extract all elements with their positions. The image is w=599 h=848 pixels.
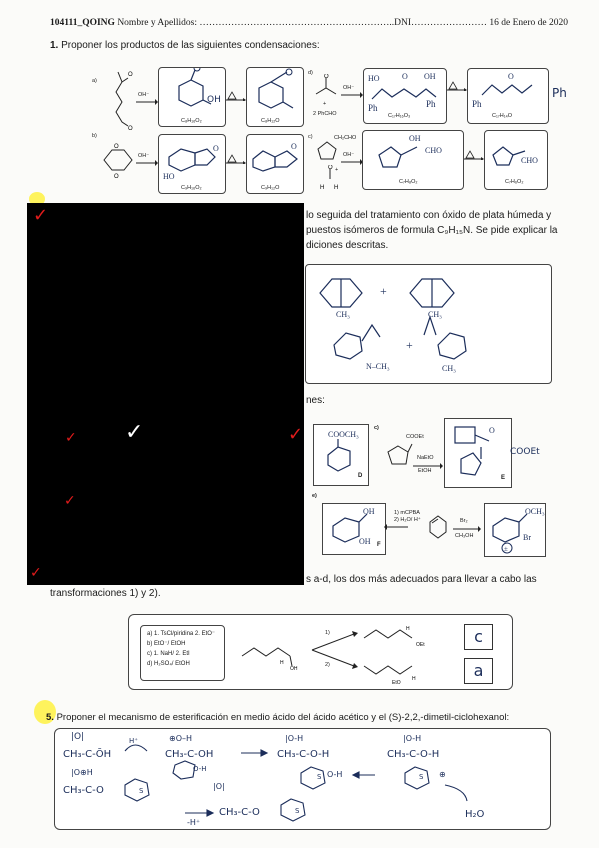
product-box-a1: [158, 67, 226, 127]
svg-text:CH₃: CH₃: [442, 364, 456, 373]
q2-line2: puestos isómeros de formula C₉H₁₅N. Se pide explicar la: [306, 225, 558, 236]
redaction-block: [27, 203, 304, 585]
q2-line3: diciones descritas.: [306, 240, 389, 251]
oh-reagent-d: OH⁻: [343, 85, 355, 91]
formaldehyde-structure: [320, 165, 340, 193]
label-E: E: [501, 475, 506, 481]
svg-text:H⁺: H⁺: [129, 737, 138, 745]
q2-line1: lo seguida del tratamiento con óxido de plata húmeda y: [306, 210, 552, 221]
alcohol-oh: OH: [290, 666, 298, 672]
product-ether-2: [360, 656, 440, 686]
svg-text:O-H: O-H: [193, 765, 207, 773]
svg-text:CH₃-C-O-H: CH₃-C-O-H: [277, 749, 330, 760]
label-F: F: [377, 542, 381, 548]
question-1-text: Proponer los productos de las siguientes condensaciones:: [61, 40, 320, 51]
handwritten-och3: OCH₃: [525, 507, 545, 516]
svg-text:O: O: [128, 72, 133, 78]
product-box-F: [322, 503, 386, 555]
handwritten-bromoether: [485, 504, 545, 556]
svg-text:OH: OH: [359, 537, 371, 546]
red-check-5: ✓: [30, 565, 42, 581]
question-5-text: Proponer el mecanismo de esterificación en medio ácido del ácido acético y el (S)-2,2,-dimetil-ciclohexanol:: [56, 712, 510, 723]
arrow-q3e: [453, 526, 481, 532]
product1-h: H: [406, 626, 410, 632]
svg-text:O: O: [324, 74, 329, 80]
product-box-b1: [158, 134, 226, 194]
svg-text:|O|: |O|: [213, 782, 225, 791]
label-e-q3: e): [312, 493, 317, 499]
svg-text:|O-H: |O-H: [285, 734, 304, 743]
red-check-3: ✓: [288, 424, 304, 445]
handwritten-cho-c1: CHO: [425, 146, 442, 155]
arrow-c1: [341, 159, 363, 165]
svg-text:±: ±: [504, 545, 508, 553]
handwritten-product-F: [323, 504, 385, 554]
cooet-reagent: COOEt: [406, 434, 424, 440]
product-box-b2: [246, 134, 304, 194]
svg-text:CH₃-C-O-H: CH₃-C-O-H: [387, 749, 440, 760]
question-5-number: 5.: [46, 712, 54, 723]
red-check-4: ✓: [64, 493, 76, 509]
product2-eto: EtO: [392, 680, 401, 686]
handwritten-br: Br: [523, 533, 531, 542]
svg-text:S: S: [295, 807, 300, 815]
handwritten-cooch3: COOCH₃: [328, 430, 359, 439]
svg-text:HO: HO: [163, 172, 175, 181]
exam-header: [50, 18, 568, 28]
formula-a2: C₈H₁₂O: [261, 118, 280, 124]
svg-text:+: +: [380, 284, 387, 298]
product-box-a2: [246, 67, 304, 127]
handwritten-cooet: COOEt: [510, 447, 540, 457]
svg-text:CH₃: CH₃: [428, 310, 442, 319]
arrow-a1: [136, 99, 158, 105]
ch2cho-label: CH₂CHO: [334, 135, 357, 141]
svg-text:+: +: [406, 338, 413, 352]
svg-text:OH: OH: [424, 72, 436, 81]
svg-text:O: O: [489, 426, 495, 435]
acetone-structure: [312, 74, 342, 104]
handwritten-cho-c2: CHO: [521, 156, 538, 165]
product-box-c1: [362, 130, 464, 190]
formula-b2: C₉H₁₂O: [261, 185, 280, 191]
ph-right-label: Ph: [426, 99, 436, 109]
ph-d2-left: Ph: [472, 99, 482, 109]
svg-text:⊕: ⊕: [439, 770, 446, 779]
svg-text:O: O: [291, 142, 297, 151]
product-box-d1: [363, 68, 447, 124]
svg-text:H: H: [320, 185, 325, 191]
formula-a1: C₈H₁₆O₂: [181, 118, 202, 124]
product2-h: H: [412, 676, 416, 682]
svg-text:CH₃-C-OH: CH₃-C-OH: [165, 749, 214, 760]
svg-text:S: S: [139, 787, 144, 795]
arrow-d1: [341, 92, 363, 98]
cyclodecanedione-structure: [98, 140, 138, 180]
svg-text:OH: OH: [207, 95, 221, 105]
formula-c2: C₇H₆O₂: [505, 179, 524, 185]
formula-b1: C₉H₁₆O₂: [181, 185, 202, 191]
question-1-title: [50, 40, 320, 51]
arrow-b1: [136, 160, 158, 166]
cyclohexene-structure: [424, 512, 452, 540]
br2-reagent: Br₂: [460, 518, 468, 524]
name-dni-date-line: Nombre y Apellidos: ……………………………………………………..DNI…………………… 16 de Enero de 2020: [117, 18, 569, 28]
svg-text:|O|: |O|: [71, 732, 85, 742]
label-c-q3: c): [374, 425, 379, 431]
oh-reagent-c: OH⁻: [343, 152, 355, 158]
oh-reagent-b: OH⁻: [138, 153, 150, 159]
etoh-reagent: EtOH: [418, 468, 432, 474]
reaction-b-label: b): [92, 133, 97, 139]
option-d: d) H₂SO₄/ EtOH: [147, 661, 190, 667]
svg-text:H₂O: H₂O: [465, 809, 485, 820]
svg-text:CH₃-C-O: CH₃-C-O: [219, 807, 260, 818]
reaction-a-label: a): [92, 78, 97, 84]
option-b: b) EtO⁻/ EtOH: [147, 641, 186, 647]
ch3oh-reagent: CH₃OH: [455, 533, 474, 539]
handwritten-hofmann-products: [306, 265, 551, 383]
label-D: D: [358, 473, 363, 479]
reaction-c-label: c): [308, 134, 313, 140]
product-box-c2: [484, 130, 548, 190]
product-ether-1: [360, 620, 440, 650]
product1-oet: OEt: [416, 642, 425, 648]
svg-text:H: H: [334, 185, 339, 191]
svg-text:O: O: [402, 72, 408, 81]
svg-text:CH₃-C-ŌH: CH₃-C-ŌH: [63, 749, 112, 760]
delta-arrow-b: [226, 154, 246, 164]
q4-options-box: [140, 625, 225, 681]
delta-arrow-c: [464, 150, 484, 160]
ph-left-label: Ph: [368, 103, 378, 113]
red-check-1: ✓: [33, 205, 49, 226]
starting-alcohol: [240, 636, 310, 672]
product-box-G: [484, 503, 546, 557]
q4-line2: transformaciones 1) y 2).: [50, 588, 161, 599]
delta-arrow-d: [447, 81, 467, 91]
naeto-reagent: NaEtO: [417, 455, 434, 461]
phcho-reagent: 2 PhCHO: [313, 111, 337, 117]
product-box-E: [444, 418, 512, 488]
handwritten-ch2oh: OH: [409, 134, 421, 143]
svg-text:HO: HO: [368, 74, 380, 83]
arrow-1-label: 1): [325, 630, 330, 636]
q3-fragment: nes:: [306, 395, 325, 406]
svg-text:O: O: [114, 174, 119, 180]
cyclopentanone-structure: [316, 140, 338, 162]
cyclopentane-ester-structure: [384, 440, 414, 470]
mcpba-step2: 2) H₂O/ H⁺: [394, 517, 421, 523]
reaction-d-label: d): [308, 70, 313, 76]
svg-text:O: O: [508, 72, 514, 81]
delta-arrow-a: [226, 91, 246, 101]
formula-d1: C₁₇H₁₆O₃: [388, 113, 411, 119]
svg-text:CH₃-C-O: CH₃-C-O: [63, 785, 104, 796]
branch-arrows: [310, 630, 358, 670]
q2-answer-box: [305, 264, 552, 384]
arrow-back-F: [384, 524, 408, 530]
formula-d2: C₁₇H₁₄O: [492, 113, 513, 119]
svg-text:O: O: [128, 126, 133, 132]
product-box-d2: [467, 68, 549, 124]
svg-text:N–CH₃: N–CH₃: [366, 362, 390, 371]
option-c: c) 1. NaH/ 2. EtI: [147, 651, 190, 657]
option-a: a) 1. TsCl/piridina 2. EtO⁻: [147, 631, 216, 637]
svg-text:O-H: O-H: [327, 770, 343, 779]
plus-c: +: [335, 167, 339, 173]
red-check-2: ✓: [65, 430, 77, 446]
svg-text:O: O: [328, 165, 333, 171]
svg-text:-H⁺: -H⁺: [187, 818, 201, 827]
alcohol-h: H: [280, 660, 284, 666]
svg-text:O: O: [114, 144, 119, 150]
svg-text:S: S: [317, 773, 322, 781]
question-5-title: [46, 712, 509, 723]
plus-d: +: [323, 101, 327, 107]
question-1-number: 1.: [50, 40, 59, 51]
svg-text:O: O: [213, 144, 219, 153]
svg-text:CH₃: CH₃: [336, 310, 350, 319]
product-box-D: [313, 424, 369, 486]
mcpba-step1: 1) mCPBA: [394, 510, 420, 516]
white-check-mark: ✓: [125, 420, 144, 445]
oh-reagent-a: OH⁻: [138, 92, 150, 98]
arrow-2-label: 2): [325, 662, 330, 668]
handwritten-ph4: Ph: [552, 86, 567, 100]
svg-text:|O-H: |O-H: [403, 734, 422, 743]
svg-text:|O⊕H: |O⊕H: [71, 768, 93, 777]
formula-c1: C₇H₈O₂: [399, 179, 418, 185]
handwritten-mechanism: [55, 729, 550, 829]
course-code: 104111_QOING: [50, 18, 115, 28]
svg-text:OH: OH: [363, 507, 375, 516]
q5-answer-box: [54, 728, 551, 830]
svg-text:⊕O–H: ⊕O–H: [169, 734, 193, 743]
svg-text:S: S: [419, 773, 424, 781]
q4-line1: s a-d, los dos más adecuados para llevar a cabo las: [306, 574, 537, 585]
answer-box-2: a: [464, 658, 493, 684]
answer-box-1: c: [464, 624, 493, 650]
